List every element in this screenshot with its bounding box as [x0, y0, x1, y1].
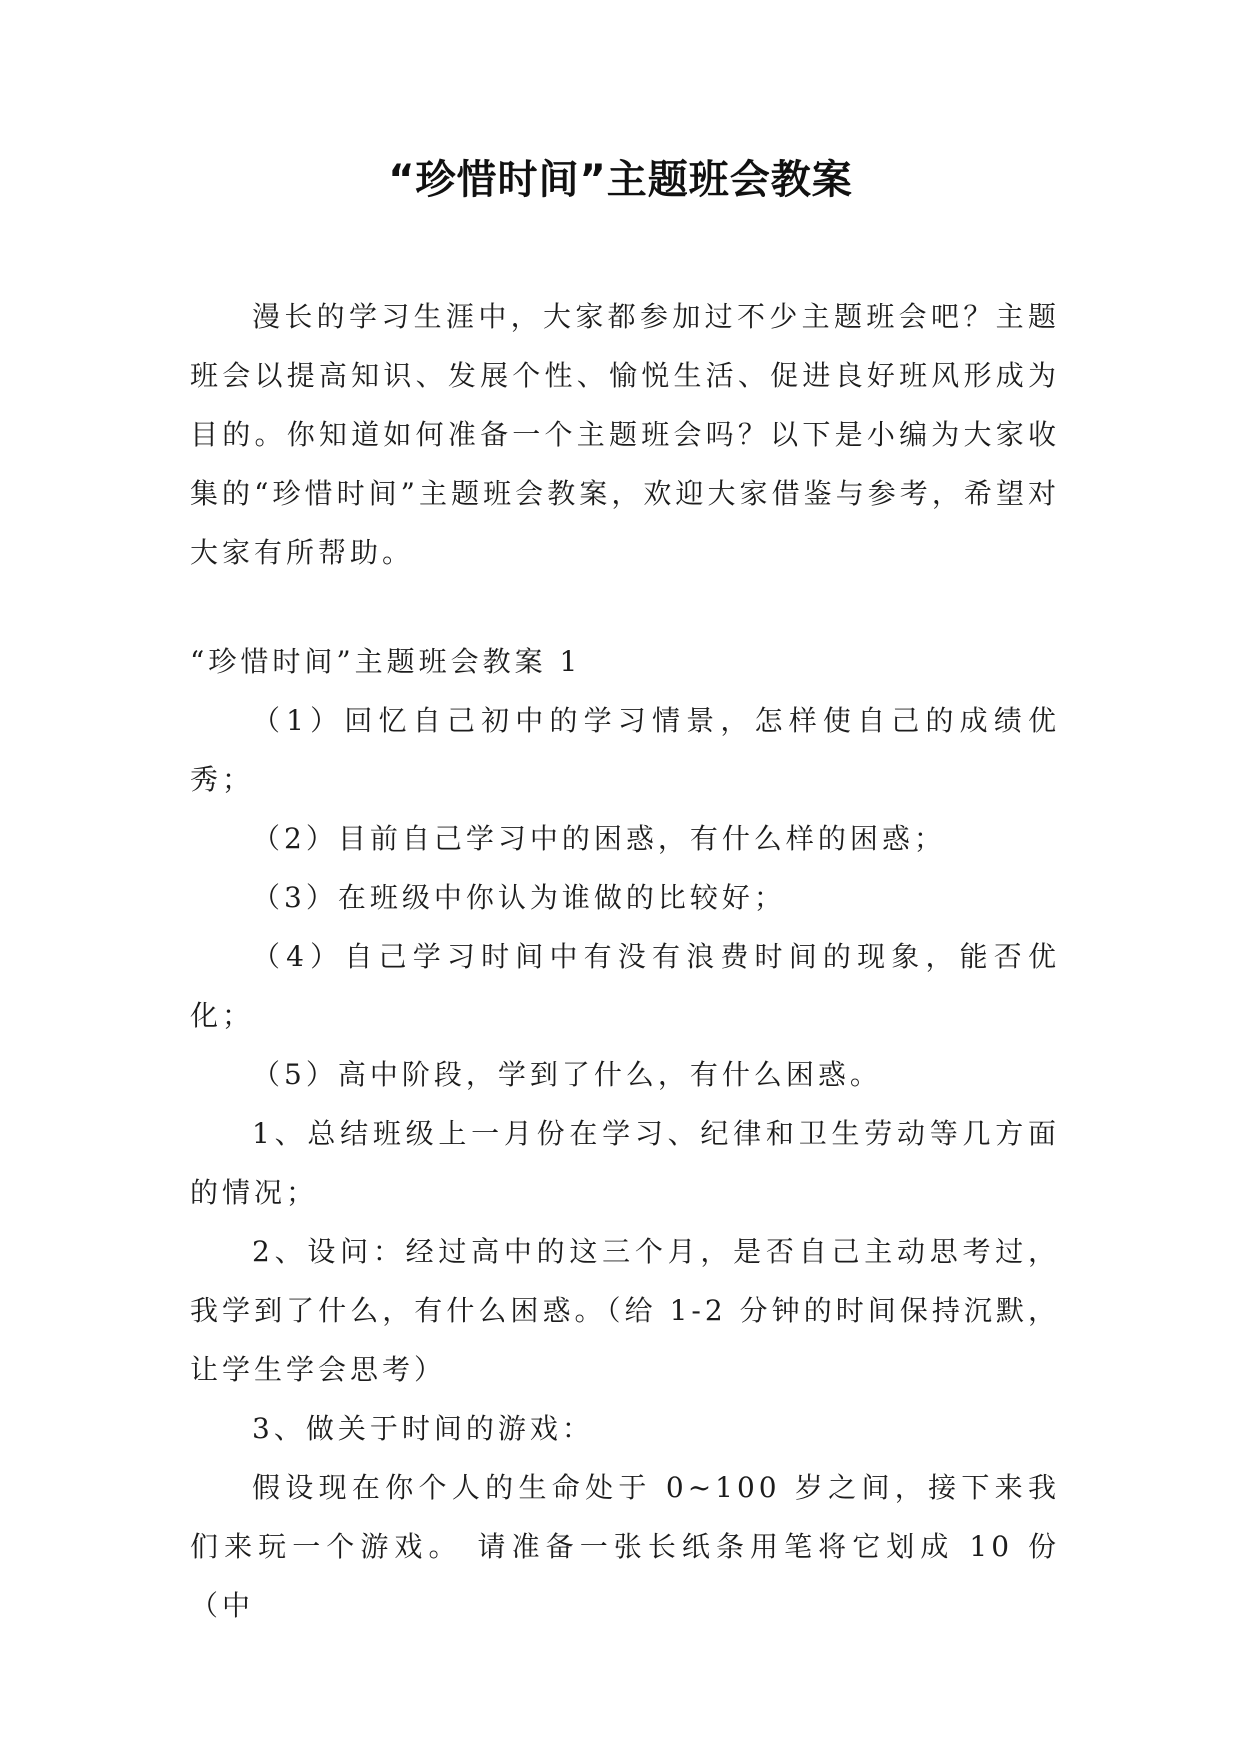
body-paragraph: 2、设问：经过高中的这三个月，是否自己主动思考过，我学到了什么，有什么困惑。（给 1-2 分钟的时间保持沉默，让学生学会思考）	[190, 1235, 1060, 1386]
intro-paragraph: 漫长的学习生涯中，大家都参加过不少主题班会吧？主题班会以提高知识、发展个性、愉悦生活、促进良好班风形成为目的。你知道如何准备一个主题班会吗？以下是小编为大家收集的“珍惜时间”主题班会教案，欢迎大家借鉴与参考，希望对大家有所帮助。	[190, 300, 1060, 569]
body-paragraph: （5）高中阶段，学到了什么，有什么困惑。	[252, 1058, 882, 1091]
lesson-plan-section	[190, 632, 1060, 1635]
body-paragraph: （3）在班级中你认为谁做的比较好；	[252, 881, 786, 914]
body-paragraph: （2）目前自己学习中的困惑，有什么样的困惑；	[252, 822, 946, 855]
document-title: “珍惜时间”主题班会教案	[388, 157, 853, 203]
intro-block	[190, 287, 1060, 582]
body-paragraph: （1）回忆自己初中的学习情景，怎样使自己的成绩优秀；	[190, 704, 1060, 796]
body-paragraph: 假设现在你个人的生命处于 0~100 岁之间，接下来我们来玩一个游戏。 请准备一张长纸条用笔将它划成 10 份（中	[190, 1471, 1060, 1622]
body-paragraph: 1、总结班级上一月份在学习、纪律和卫生劳动等几方面的情况；	[190, 1117, 1060, 1209]
body-paragraph: （4）自己学习时间中有没有浪费时间的现象，能否优化；	[190, 940, 1060, 1032]
section-heading: “珍惜时间”主题班会教案 1	[190, 645, 582, 678]
body-paragraph: 3、做关于时间的游戏：	[252, 1412, 594, 1445]
